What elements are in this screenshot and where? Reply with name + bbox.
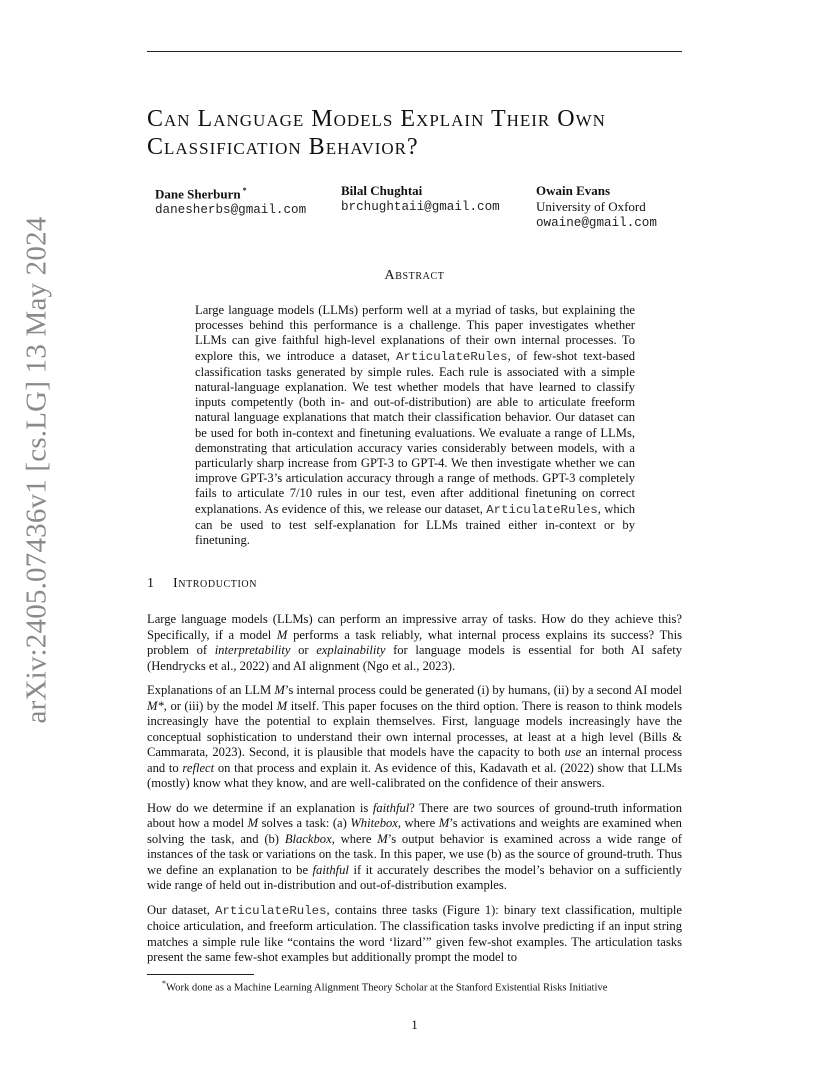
author-email[interactable]: owaine@gmail.com [536, 216, 657, 230]
dataset-name: ArticulateRules [396, 349, 508, 364]
abstract-body: Large language models (LLMs) perform well at a myriad of tasks, but explaining the processes behind this performance is a challenge. This paper investigates whether LLMs can give faithful high-level explanations of their own internal processes. To explore this, we introduce a dataset, ArticulateRules, of few-shot text-based classification tasks generated by simple rules. Each rule is associated with a simple natural-language explanation. We test whether models that have learned to classify inputs competently (both in- and out-of-distribution) are able to articulate freeform natural language explanations that match their classification behavior. Our dataset can be used for both in-context and finetuning evaluations. We evaluate a range of LLMs, demonstrating that articulation accuracy varies considerably between models, with a particularly sharp increase from GPT-3 to GPT-4. We then investigate whether we can improve GPT-3’s articulation accuracy through a range of methods. GPT-3 completely fails to articulate 7/10 rules in our test, even after additional finetuning on correct explanations. As evidence of this, we release our dataset, ArticulateRules, which can be used to test self-explanation for LLMs trained either in-context or by finetuning. [195, 303, 636, 548]
footnote-rule [147, 974, 254, 975]
paragraph: Large language models (LLMs) can perform an impressive array of tasks. How do they achieve this? Specifically, if a model M performs a task reliably, what internal process explains its success? This problem of interpretability or explainability for language models is essential for both AI safety (Hendrycks et al., 2022) and AI alignment (Ngo et al., 2023). [147, 612, 682, 673]
author-name: Owain Evans [536, 183, 611, 198]
abstract-heading: Abstract [384, 268, 445, 283]
intro-body [147, 612, 682, 975]
title-line-1: Can Language Models Explain Their Own [147, 106, 606, 132]
dataset-name: ArticulateRules [215, 903, 327, 918]
author-email[interactable]: brchughtaii@gmail.com [341, 200, 500, 214]
paper-title [147, 105, 707, 161]
paragraph: How do we determine if an explanation is faithful? There are two sources of ground-truth information about how a model M solves a task: (a) Whitebox, where M’s activations and weights are examined when solving the task, and (b) Blackbox, where M’s output behavior is examined across a wide range of instances of the task or variations on the task. In this paper, we use (b) as the source of ground-truth. Thus we define an explanation to be faithful if it accurately describes the model’s behavior on a sufficiently wide range of held out in-distribution and out-of-distribution examples. [147, 800, 682, 892]
author-name: Bilal Chughtai [341, 183, 423, 198]
paragraph: Explanations of an LLM M’s internal process could be generated (i) by humans, (ii) by a second AI model M*, or (iii) by the model M itself. This paper focuses on the third option. There is reason to think models increasingly have the potential to explain themselves. First, language models increasingly have the conceptual sophistication to understand their own internal processes, at least at a high level (Bills & Cammarata, 2023). Second, it is plausible that models have the capacity to both use an internal process and to reflect on that process and explain it. As evidence of this, Kadavath et al. (2022) show that LLMs (mostly) know what they know, and are well-calibrated on the confidence of their answers. [147, 683, 683, 790]
author-affiliation: University of Oxford [536, 199, 646, 214]
author-2 [341, 183, 500, 215]
top-rule [147, 51, 682, 52]
author-name: Dane Sherburn * [155, 186, 247, 202]
dataset-name: ArticulateRules [486, 502, 598, 517]
author-1 [155, 183, 306, 218]
section-title: Introduction [173, 576, 258, 591]
section-number: 1 [147, 576, 155, 591]
section-heading [147, 576, 682, 592]
footnote: *Work done as a Machine Learning Alignment Theory Scholar at the Stanford Existential Risks Initiative [162, 979, 608, 994]
title-line-2: Classification Behavior? [147, 134, 419, 160]
author-3 [536, 183, 657, 231]
arxiv-id: arXiv:2405.07436v1 [cs.LG] 13 May 2024 [20, 216, 53, 724]
page-number: 1 [411, 1017, 418, 1032]
paragraph: Our dataset, ArticulateRules, contains three tasks (Figure 1): binary text classification, multiple choice articulation, and freeform articulation. The classification tasks involve predicting if an input string matches a simple rule like “contains the word ‘lizard’” given few-shot examples. The articulation tasks present the same few-shot examples but additionally prompt the model to [147, 902, 683, 964]
author-email[interactable]: danesherbs@gmail.com [155, 203, 307, 218]
